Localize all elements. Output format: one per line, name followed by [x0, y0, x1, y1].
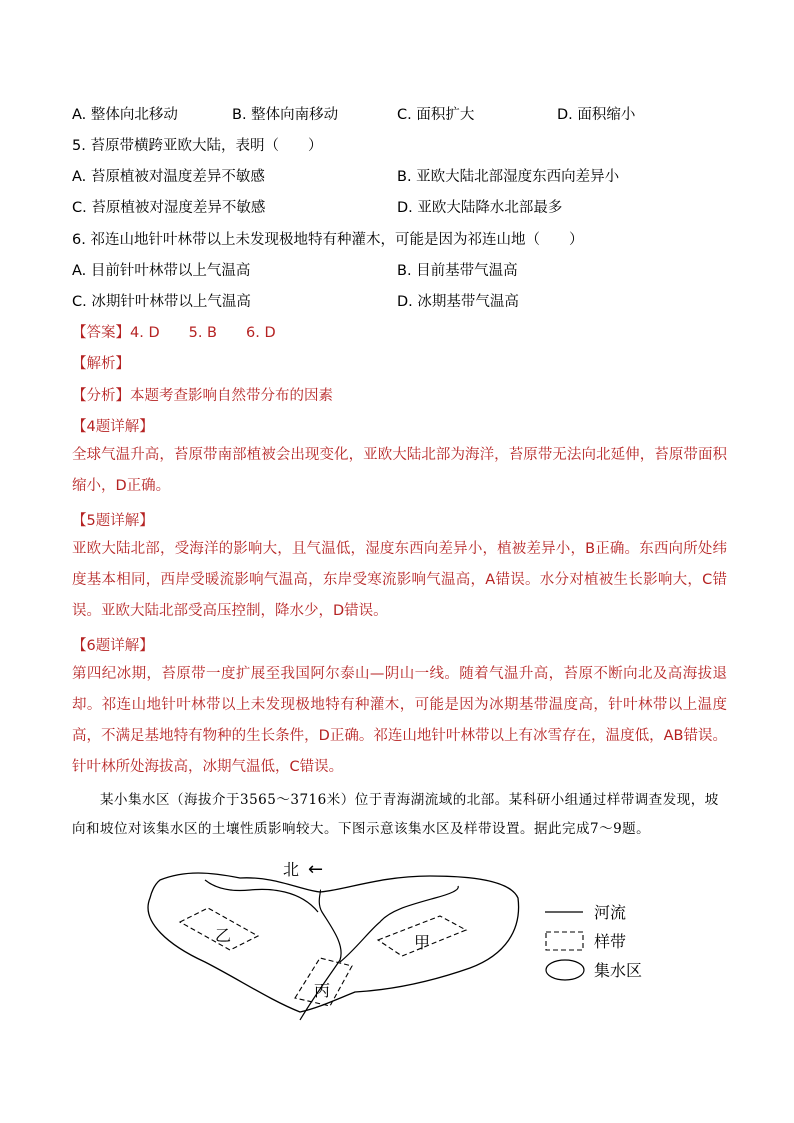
q5-option-c: C. 苔原植被对湿度差异不敏感 [72, 200, 266, 216]
answer-label: 【答案】 [72, 325, 130, 341]
q5-stem: 5. 苔原带横跨亚欧大陆，表明（ ） [72, 138, 323, 154]
legend-belt-symbol [546, 932, 583, 950]
river-right-branch [205, 880, 318, 912]
answer-text: 4. D 5. B 6. D [130, 325, 276, 341]
river-left-branch [340, 886, 458, 962]
fenxi-text: 本题考查影响自然带分布的因素 [130, 388, 333, 404]
q5-option-d: D. 亚欧大陆降水北部最多 [397, 200, 563, 216]
label-yi: 乙 [215, 926, 232, 945]
catchment-map [0, 850, 794, 1110]
q4-option-b: B. 整体向南移动 [232, 107, 339, 123]
material-intro: 某小集水区（海拔介于3565～3716米）位于青海湖流域的北部。某科研小组通过样带调查发现，坡向和坡位对该集水区的土壤性质影响较大。下图示意该集水区及样带设置。据此完成7～9题。 [72, 792, 719, 837]
label-bing: 丙 [314, 981, 331, 1000]
q6-detail-text: 第四纪冰期，苔原带一度扩展至我国阿尔泰山—阴山一线。随着气温升高，苔原不断向北及高海拔退却。祁连山地针叶林带以上未发现极地特有种灌木，可能是因为冰期基带温度高，针叶林带以上温度高，不满足基地特有物种的生长条件，D正确。祁连山地针叶林带以上有冰雪存在，温度低，AB错误。针叶林所处海拔高，冰期气温低，C错误。 [72, 666, 727, 775]
q6-option-c: C. 冰期针叶林带以上气温高 [72, 294, 251, 310]
q4-detail-label: 【4题详解】 [72, 419, 154, 435]
legend-basin-symbol [546, 960, 584, 980]
north-arrow-icon: ← [308, 859, 324, 880]
q6-detail-label: 【6题详解】 [72, 638, 154, 654]
q4-option-d: D. 面积缩小 [557, 107, 636, 123]
q6-option-d: D. 冰期基带气温高 [397, 294, 519, 310]
q4-option-a: A. 整体向北移动 [72, 107, 178, 123]
q6-stem: 6. 祁连山地针叶林带以上未发现极地特有种灌木，可能是因为祁连山地（ ） [72, 232, 584, 248]
catchment-outline [148, 873, 519, 1012]
north-label: 北 [283, 860, 300, 879]
q4-option-c: C. 面积扩大 [397, 107, 475, 123]
fenxi-label: 【分析】 [72, 388, 130, 404]
analysis-label: 【解析】 [72, 356, 130, 372]
legend-belt-label: 样带 [594, 932, 627, 951]
legend-river-label: 河流 [594, 903, 627, 922]
q5-detail-label: 【5题详解】 [72, 513, 154, 529]
q6-option-b: B. 目前基带气温高 [397, 263, 518, 279]
q5-option-a: A. 苔原植被对温度差异不敏感 [72, 169, 265, 185]
q6-option-a: A. 目前针叶林带以上气温高 [72, 263, 251, 279]
fenxi-line [72, 384, 333, 405]
legend-basin-label: 集水区 [594, 961, 643, 980]
q4-detail-text: 全球气温升高，苔原带南部植被会出现变化，亚欧大陆北部为海洋，苔原带无法向北延伸，苔原带面积缩小，D正确。 [72, 447, 727, 494]
q5-option-b: B. 亚欧大陆北部湿度东西向差异小 [397, 169, 620, 185]
answer-line [72, 321, 276, 342]
label-jia: 甲 [414, 933, 431, 952]
q5-detail-text: 亚欧大陆北部，受海洋的影响大，且气温低，湿度东西向差异小，植被差异小，B正确。东西向所处纬度基本相同，西岸受暖流影响气温高，东岸受寒流影响气温高，A错误。水分对植被生长影响大，C错误。亚欧大陆北部受高压控制，降水少，D错误。 [72, 541, 727, 619]
